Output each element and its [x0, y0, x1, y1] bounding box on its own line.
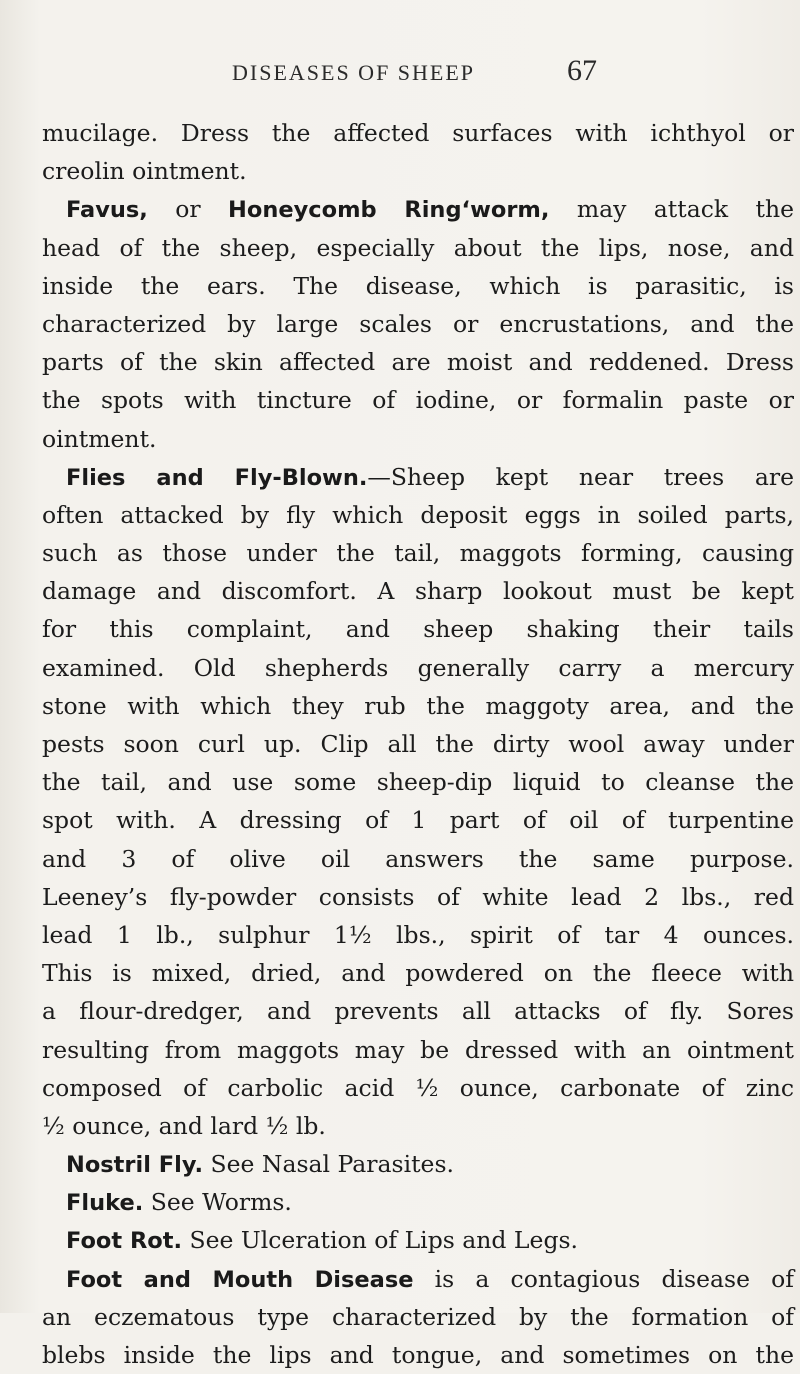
body-text [42, 114, 794, 1374]
entry-flies [42, 458, 794, 496]
text-span: See Ulceration of Lips and Legs. [182, 1226, 579, 1255]
text-span: or [147, 195, 229, 224]
text-line: ½ ounce, and lard ½ lb. [42, 1111, 326, 1140]
text-line: characterized by large scales or encrustations, and the [42, 309, 794, 338]
text-line: Leeney’s fly-powder consists of white lead 2 lbs., red [42, 882, 794, 911]
entry-fluke [42, 1183, 794, 1221]
text-span: is a contagious disease of [413, 1264, 794, 1293]
text-line: an eczematous type characterized by the formation of [42, 1302, 794, 1331]
text-line: parts of the skin affected are moist and reddened. Dress [42, 348, 794, 377]
entry-term: Nostril Fly. [66, 1152, 204, 1179]
text-line: a flour-dredger, and prevents all attacks of fly. Sores [42, 997, 794, 1026]
entry-foot-rot [42, 1221, 794, 1259]
entry-term: Fluke. [66, 1190, 144, 1217]
entry-term: Foot and Mouth Disease [66, 1266, 414, 1293]
entry-term: Honeycomb Ring‘worm, [228, 197, 550, 224]
entry-favus [42, 190, 794, 228]
entry-nostril-fly [42, 1145, 794, 1183]
text-line: often attacked by fly which deposit eggs in soiled parts, [42, 500, 794, 529]
text-line: resulting from maggots may be dressed with an ointment [42, 1035, 794, 1064]
text-line: blebs inside the lips and tongue, and sometimes on the [42, 1341, 794, 1369]
text-line: ointment. [42, 424, 157, 453]
entry-term: Favus, [66, 197, 148, 224]
text-span: See Worms. [143, 1188, 292, 1217]
text-line: composed of carbolic acid ½ ounce, carbonate of zinc [42, 1073, 794, 1102]
text-line: pests soon curl up. Clip all the dirty wool away under [42, 730, 794, 758]
text-line: lead 1 lb., sulphur 1½ lbs., spirit of tar 4 ounces. [42, 920, 794, 949]
entry-foot-and-mouth [42, 1260, 794, 1298]
text-span: See Nasal Parasites. [203, 1150, 454, 1179]
text-span: may attack the [549, 195, 794, 224]
text-line: the spots with tincture of iodine, or formalin paste or [42, 386, 794, 415]
text-line: This is mixed, dried, and powdered on the fleece with [42, 959, 794, 988]
text-line: such as those under the tail, maggots forming, causing [42, 539, 794, 568]
text-line: mucilage. Dress the affected surfaces with ichthyol or [42, 119, 794, 147]
entry-term: Flies and Fly-Blown. [66, 464, 368, 491]
text-span: —Sheep kept near trees are [367, 462, 794, 491]
text-line: spot with. A dressing of 1 part of oil of turpentine [42, 806, 794, 835]
text-line: inside the ears. The disease, which is parasitic, is [42, 271, 794, 300]
text-line: for this complaint, and sheep shaking their tails [42, 615, 794, 644]
page-number: 67 [567, 54, 597, 87]
text-line: damage and discomfort. A sharp lookout must be kept [42, 577, 794, 606]
text-line: the tail, and use some sheep-dip liquid to cleanse the [42, 768, 794, 797]
text-line: stone with which they rub the maggoty area, and the [42, 691, 794, 720]
page-header [0, 54, 800, 100]
text-line: and 3 of olive oil answers the same purpose. [42, 844, 794, 873]
text-line: head of the sheep, especially about the lips, nose, and [42, 233, 794, 262]
text-line: creolin ointment. [42, 157, 247, 186]
running-head: DISEASES OF SHEEP [232, 60, 476, 85]
text-line: examined. Old shepherds generally carry a mercury [42, 653, 794, 682]
entry-term: Foot Rot. [66, 1228, 183, 1255]
